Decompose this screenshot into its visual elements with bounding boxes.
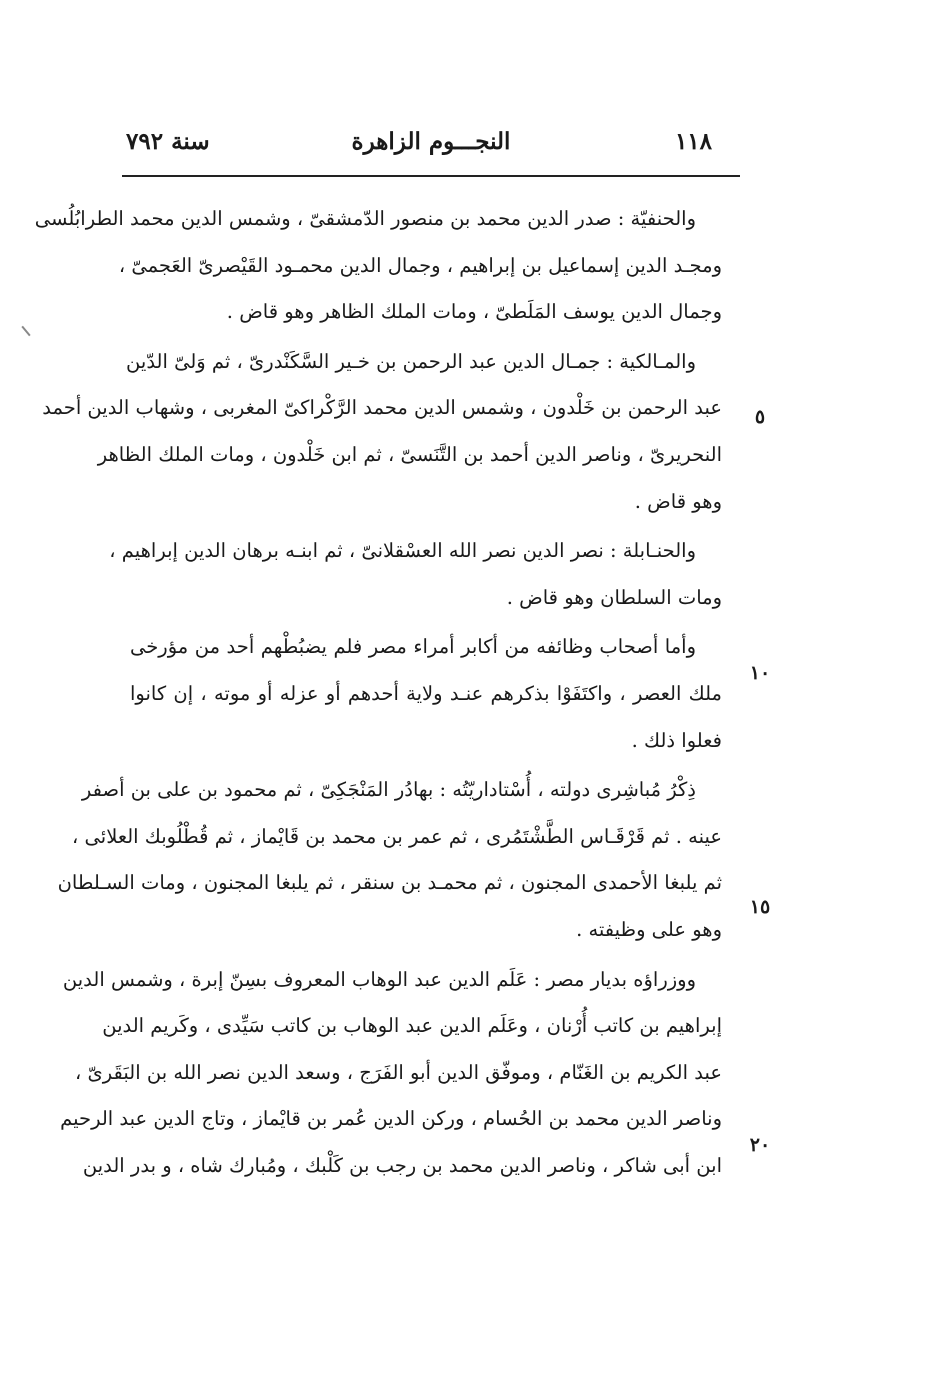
page-number: ١١٨: [674, 128, 712, 155]
text-line: والحنـابلة : نصر الدين نصر الله العسْقلانىّ ، ثم ابنـه برهان الدين إبراهيم ،: [109, 539, 696, 563]
text-line: ومات السلطان وهو قاض .: [506, 585, 722, 609]
text-line: عبد الرحمن بن خَلْدون ، وشمس الدين محمد الرَّكْراكىّ المغربى ، وشهاب الدين أحمد: [42, 396, 722, 420]
text-line: وأما أصحاب وظائفه من أكابر أمراء مصر فلم يضبُطْهم أحد من مؤرخى: [130, 635, 696, 659]
line-number-10: ١٠: [749, 662, 771, 684]
running-header: [122, 128, 740, 168]
text-line: وهو على وظيفته .: [576, 917, 722, 941]
running-year: سنة ٧٩٢: [126, 128, 210, 155]
line-number-5: ٥: [754, 406, 766, 428]
paragraph-hanbali-judges: [109, 528, 722, 621]
text-body: [34, 196, 722, 1189]
text-line: ووزراؤه بديار مصر : عَلَم الدين عبد الوهاب المعروف بسِنّ إبرة ، وشمس الدين: [62, 967, 696, 991]
paragraph-maliki-judges: [42, 339, 722, 525]
text-line: فعلوا ذلك .: [631, 728, 722, 752]
line-number-20: ٢٠: [749, 1134, 771, 1156]
text-line: ثم يلبغا الأحمدى المجنون ، ثم محمـد بن سنقر ، ثم يلبغا المجنون ، ومات السـلطان: [57, 871, 722, 895]
text-line: النحريرىّ ، وناصر الدين أحمد بن التَّنَسىّ ، ثم ابن خَلْدون ، ومات الملك الظاهر: [97, 442, 722, 466]
text-line: ابن أبى شاكر ، وناصر الدين محمد بن رجب بن كَلْبك ، ومُبارك شاه ، و بدر الدين: [82, 1153, 722, 1177]
text-line: ملك العصر ، واكتَفَوْا بذكرهم عنـد ولاية أحدهم أو عزله أو موته ، إن كانوا: [130, 681, 722, 705]
text-line: وجمال الدين يوسف المَلَطىّ ، ومات الملك الظاهر وهو قاض .: [226, 300, 722, 324]
paragraph-office-holders: [130, 624, 722, 764]
text-line: عبد الكريم بن الغَنّام ، وموفّق الدين أبو الفَرَج ، وسعد الدين نصر الله بن البَقَرىّ ،: [75, 1060, 722, 1084]
text-line: وناصر الدين محمد بن الحُسام ، وركن الدين عُمر بن قايْماز ، وتاج الدين عبد الرحيم: [60, 1107, 722, 1131]
text-line: إبراهيم بن كاتب أُرْنان ، وعَلَم الدين عبد الوهاب بن كاتب سَيِّدى ، وكَريم الدين: [102, 1014, 722, 1038]
paragraph-hanafi-judges: [34, 196, 722, 336]
paragraph-viziers: [60, 957, 722, 1190]
header-rule: [122, 175, 740, 177]
paragraph-ustadars: [57, 767, 722, 953]
text-line: والمـالكية : جمـال الدين عبد الرحمن بن خـير السَّكَنْدرىّ ، ثم وَلىّ الدّين: [126, 349, 696, 373]
text-line: والحنفيّة : صدر الدين محمد بن منصور الدّمشقىّ ، وشمس الدين محمد الطرابُلُسى: [34, 207, 696, 230]
text-line: ومجـد الدين إسماعيل بن إبراهيم ، وجمال الدين محمـود القَيْصرىّ العَجمىّ ،: [118, 253, 722, 277]
running-title: النجـــوم الزاهرة: [351, 128, 511, 155]
text-line: وهو قاض .: [634, 489, 722, 513]
text-line: عينه . ثم قَرْقَـاس الطَّشْتَمُرى ، ثم عمر بن محمد بن قَايْماز ، ثم قُطْلُوبك العلائى ،: [72, 824, 722, 848]
line-number-15: ١٥: [749, 896, 771, 918]
text-line: ذِكْرُ مُباشِرى دولته ، أُسْتاداريّتُه : بهادُر المَنْجَكِىّ ، ثم محمود بن على بن أصفر: [81, 778, 696, 802]
stray-mark: [21, 326, 30, 336]
